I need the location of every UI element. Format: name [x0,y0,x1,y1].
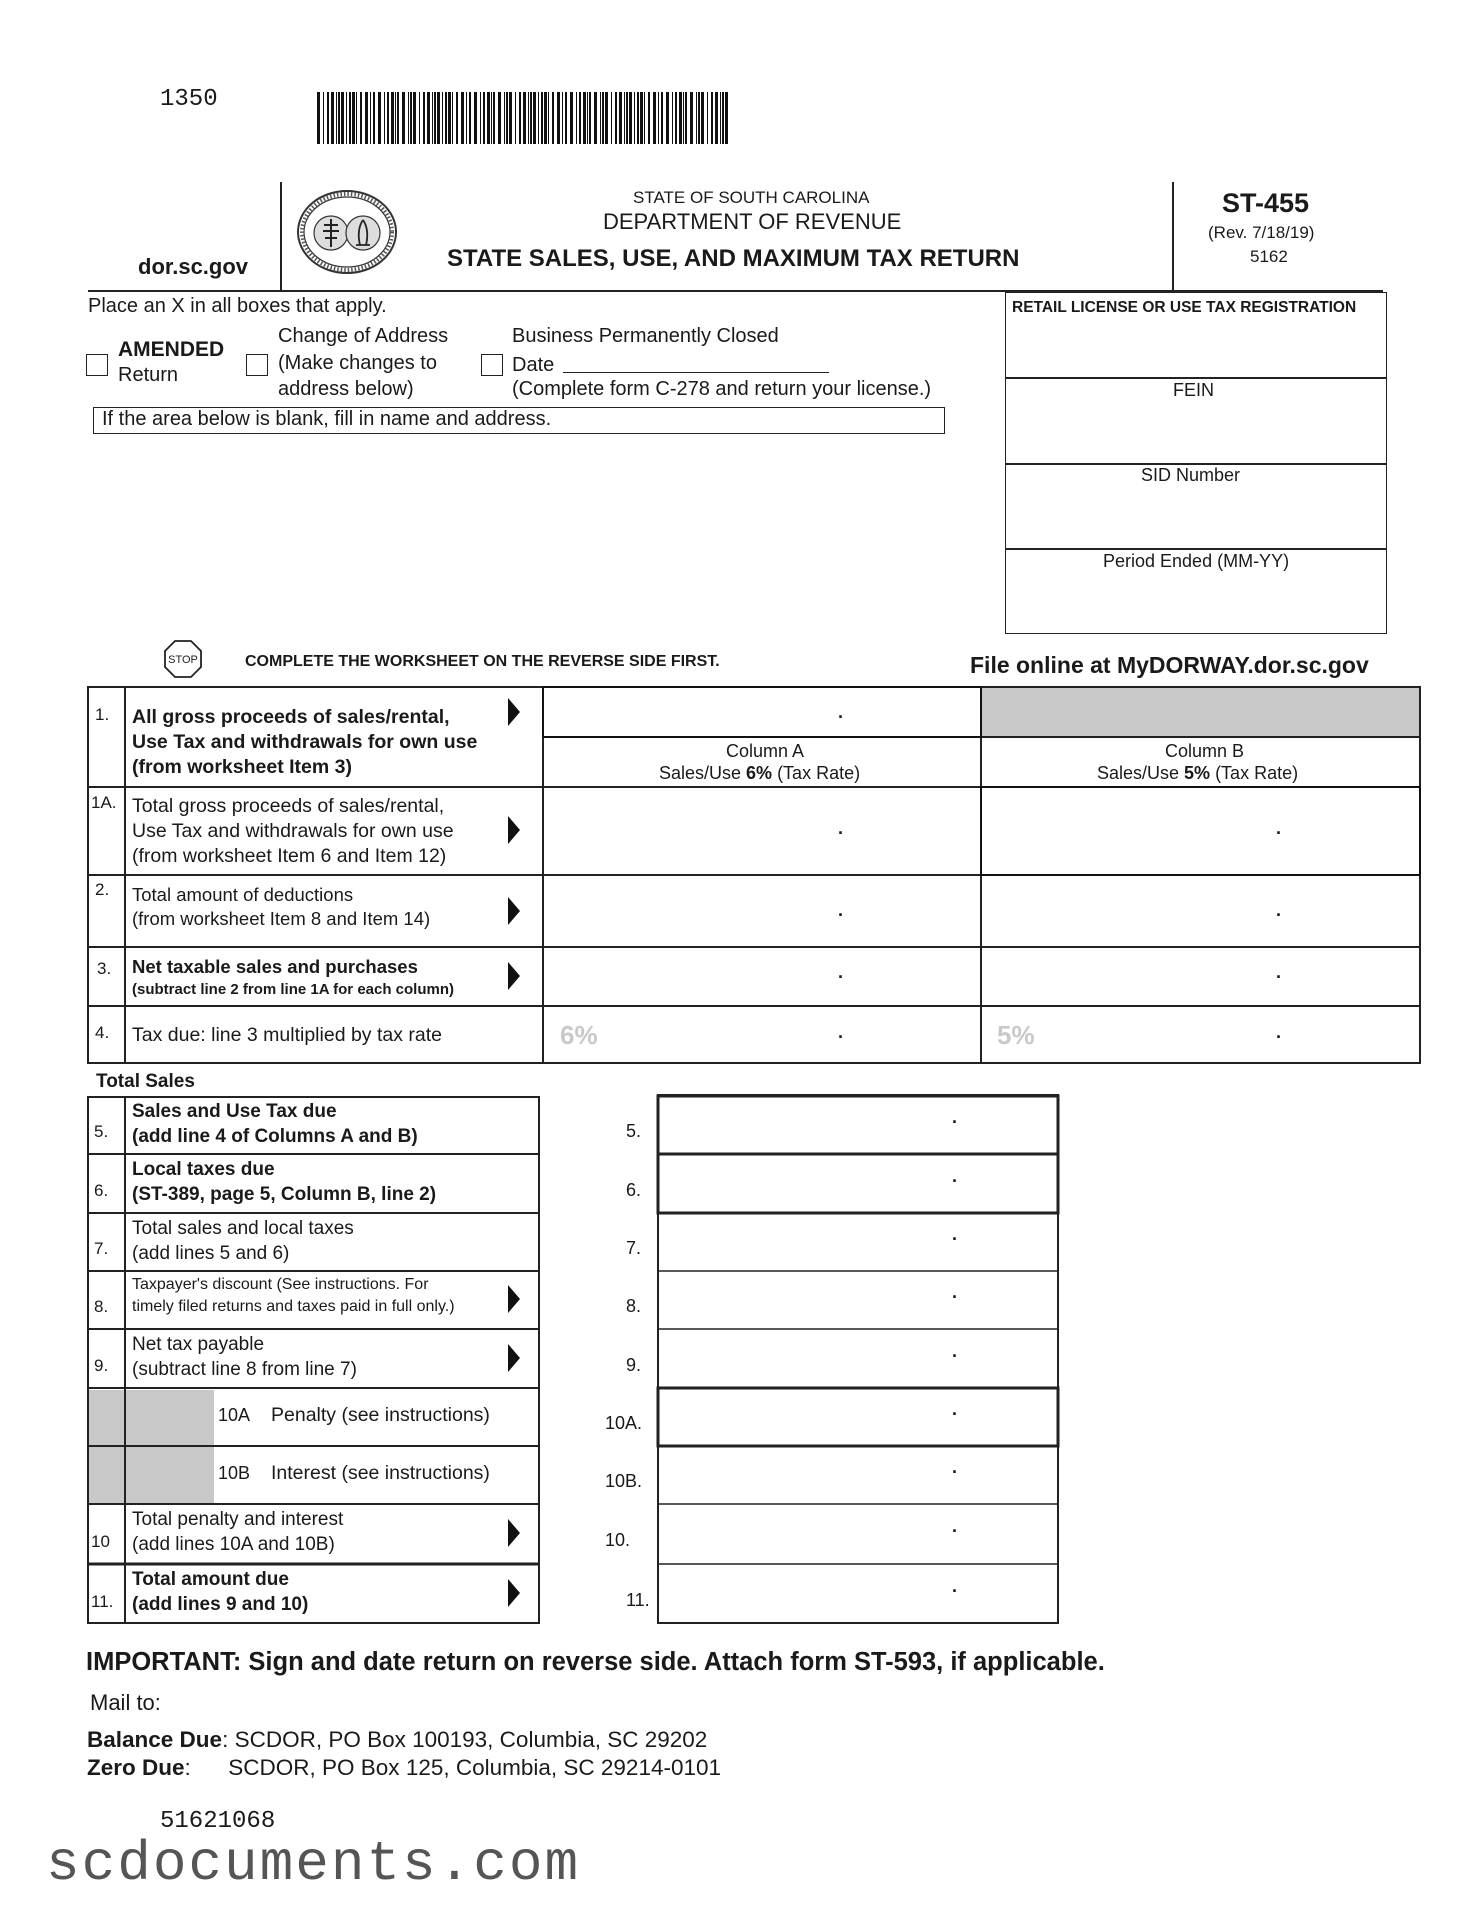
form-number-bottom: 51621068 [160,1808,276,1835]
row-4-rate-a: 6% [560,1020,598,1050]
important-note: IMPORTANT: Sign and date return on reverse side. Attach form ST-593, if applicable. [86,1648,1105,1676]
line-5-reference: 5. [626,1121,642,1141]
row-1-label-2: Use Tax and withdrawals for own use [132,731,478,753]
line-9-amount-field[interactable] [662,1333,1054,1384]
form-number-top: 1350 [160,86,218,113]
line-11-arrow-icon [508,1579,520,1607]
row-3-column-a-field[interactable] [546,950,976,1002]
options-instruction: Place an X in all boxes that apply. [88,295,387,317]
form-title: STATE SALES, USE, AND MAXIMUM TAX RETURN [447,245,1020,272]
line-10a-label: Penalty (see instructions) [271,1404,490,1426]
row-1a-label-3: (from worksheet Item 6 and Item 12) [132,845,447,867]
change-address-label-1: Change of Address [278,325,449,347]
row-3-label-1: Net taxable sales and purchases [132,956,418,977]
line-7-label-1: Total sales and local taxes [132,1218,354,1239]
closed-instructions: (Complete form C-278 and return your license.) [512,378,932,400]
row-3-arrow-icon [508,962,520,990]
line-6-number: 6. [94,1181,109,1200]
file-online-link[interactable]: File online at MyDORWAY.dor.sc.gov [970,652,1369,678]
line-5-label-1: Sales and Use Tax due [132,1101,337,1122]
row-1-label-3: (from worksheet Item 3) [132,756,352,778]
column-a-header-1: Column A [726,741,805,761]
row-4-label: Tax due: line 3 multiplied by tax rate [132,1024,443,1046]
row-1-amount-field[interactable] [546,690,976,734]
line-7-label-2: (add lines 5 and 6) [132,1243,290,1264]
mail-to-label: Mail to: [90,1690,161,1715]
line-10b-decimal: . [952,1457,958,1477]
svg-text:STOP: STOP [168,654,198,666]
row-2-arrow-icon [508,897,520,925]
barcode [315,92,735,144]
line-8-number: 8. [94,1297,109,1316]
line-11-amount-field[interactable] [662,1568,1054,1620]
retail-license-label: RETAIL LICENSE OR USE TAX REGISTRATION [1012,299,1357,316]
row-3-number: 3. [97,959,112,978]
row-2-label-1: Total amount of deductions [132,884,354,905]
row-1-arrow-icon [508,698,520,726]
name-address-area[interactable] [93,440,945,610]
row-3-column-b-field[interactable] [984,950,1418,1002]
fein-field[interactable] [1008,404,1384,460]
balance-due-line: Balance Due: SCDOR, PO Box 100193, Columbia, SC 29202 [87,1727,708,1752]
state-name: STATE OF SOUTH CAROLINA [633,188,870,207]
line-8-amount-field[interactable] [662,1275,1054,1325]
total-sales-heading: Total Sales [96,1071,195,1092]
column-b-header-2: Sales/Use 5% (Tax Rate) [1097,763,1299,783]
row-1a-arrow-icon [508,816,520,844]
line-7-number: 7. [94,1239,109,1258]
line-7-amount-field[interactable] [662,1217,1054,1267]
closed-date-field[interactable] [563,371,829,373]
line-11-decimal: . [952,1576,958,1596]
line-10-reference: 10. [605,1530,631,1550]
line-9-arrow-icon [508,1344,520,1372]
line-9-number: 9. [94,1356,109,1375]
line-8-reference: 8. [626,1296,642,1316]
change-address-label-2: (Make changes to [278,352,437,374]
row-4-number: 4. [95,1023,110,1042]
row-2-column-b-field[interactable] [984,878,1418,944]
period-ended-label: Period Ended (MM-YY) [1103,551,1290,571]
line-5-amount-field[interactable] [662,1100,1054,1150]
business-closed-label: Business Permanently Closed [512,325,779,347]
line-6-amount-field[interactable] [662,1158,1054,1209]
line-7-decimal: . [952,1224,958,1244]
retail-license-field[interactable] [1008,322,1384,374]
amended-label: AMENDED [118,338,225,361]
period-ended-field[interactable] [1008,576,1384,631]
zero-due-line: Zero Due: SCDOR, PO Box 125, Columbia, SC 29214-0101 [87,1755,722,1780]
business-closed-checkbox[interactable] [481,354,503,376]
row-4-column-b-field[interactable] [1070,1009,1418,1061]
line-5-decimal: . [952,1107,958,1127]
change-address-label-3: address below) [278,378,414,400]
line-7-reference: 7. [626,1238,642,1258]
line-11-label-2: (add lines 9 and 10) [132,1594,309,1615]
line-11-label-1: Total amount due [132,1569,289,1590]
line-10b-label: Interest (see instructions) [271,1462,490,1484]
line-10a-number: 10A [218,1405,251,1425]
row-1a-number: 1A. [91,793,117,812]
line-11-number: 11. [91,1592,114,1611]
form-id: ST-455 [1222,188,1310,218]
row-4-column-a-field[interactable] [640,1009,976,1061]
line-8-decimal: . [952,1282,958,1302]
line-10b-reference: 10B. [605,1471,643,1491]
row-4-rate-b: 5% [997,1020,1035,1050]
row-3-label-2: (subtract line 2 from line 1A for each column) [132,981,455,998]
line-6-label-1: Local taxes due [132,1159,275,1180]
form-code: 5162 [1250,247,1288,266]
row-1a-label-2: Use Tax and withdrawals for own use [132,820,454,842]
line-10-decimal: . [952,1516,958,1536]
line-11-reference: 11. [626,1590,650,1610]
form-revision: (Rev. 7/18/19) [1208,223,1315,242]
name-address-note: If the area below is blank, fill in name and address. [102,408,552,430]
line-9-label-2: (subtract line 8 from line 7) [132,1359,357,1380]
sid-label: SID Number [1141,465,1241,485]
row-2-column-a-field[interactable] [546,878,976,944]
line-6-decimal: . [952,1165,958,1186]
line-9-decimal: . [952,1340,958,1361]
line-10a-reference: 10A. [605,1413,643,1433]
line-10-label-2: (add lines 10A and 10B) [132,1534,335,1555]
line-10a-amount-field[interactable] [662,1392,1054,1442]
line-6-reference: 6. [626,1179,642,1200]
sid-field[interactable] [1008,490,1384,545]
row-1-label-1: All gross proceeds of sales/rental, [132,706,450,728]
row-1a-column-b-field[interactable] [984,790,1418,872]
row-1a-label-1: Total gross proceeds of sales/rental, [132,795,445,817]
header-divider-left [280,182,282,292]
closed-date-label: Date [512,354,555,376]
line-5-label-2: (add line 4 of Columns A and B) [132,1126,418,1147]
line-10b-amount-field[interactable] [662,1450,1054,1500]
amended-sublabel: Return [118,364,179,386]
column-a-header-2: Sales/Use 6% (Tax Rate) [659,763,861,783]
header-divider-right [1172,182,1174,292]
watermark: scdocuments.com [46,1832,581,1896]
line-5-number: 5. [94,1122,109,1141]
line-8-arrow-icon [508,1285,520,1313]
state-seal-icon [296,189,398,275]
amended-checkbox[interactable] [86,354,108,376]
row-1-number: 1. [95,705,110,724]
row-1a-column-a-field[interactable] [546,790,976,872]
line-10-label-1: Total penalty and interest [132,1509,344,1530]
department-name: DEPARTMENT OF REVENUE [603,209,902,234]
column-b-header-1: Column B [1165,741,1245,761]
line-10b-number: 10B [218,1463,251,1483]
line-9-reference: 9. [626,1354,642,1375]
row-2-label-2: (from worksheet Item 8 and Item 14) [132,908,431,929]
worksheet-note: COMPLETE THE WORKSHEET ON THE REVERSE SIDE FIRST. [245,653,720,670]
fein-label: FEIN [1173,380,1215,400]
line-6-label-2: (ST-389, page 5, Column B, line 2) [132,1184,437,1205]
line-10a-decimal: . [952,1399,958,1419]
line-8-label-1: Taxpayer's discount (See instructions. For [132,1276,429,1293]
website-label: dor.sc.gov [138,254,249,279]
line-9-label-1: Net tax payable [132,1334,265,1355]
change-address-checkbox[interactable] [246,354,268,376]
line-8-label-2: timely filed returns and taxes paid in full only.) [132,1298,455,1315]
row-2-number: 2. [95,880,110,899]
line-10-arrow-icon [508,1519,520,1547]
column-b-shaded-header [982,688,1419,736]
line-10-number: 10 [91,1532,110,1551]
stop-sign-icon [163,639,203,679]
line-10-amount-field[interactable] [662,1508,1054,1560]
